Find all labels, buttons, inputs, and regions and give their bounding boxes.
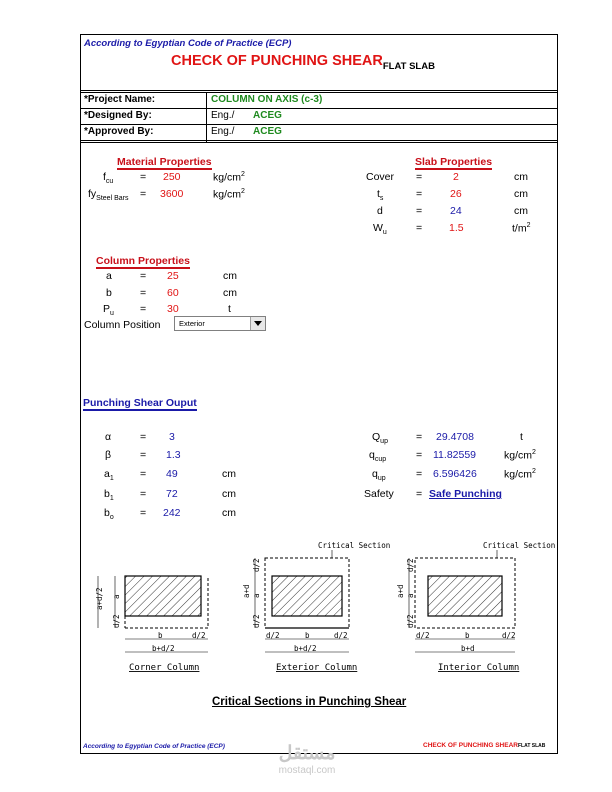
footer-title-sub: FLAT SLAB [517,743,546,749]
exterior-dim-ad: a+d [242,584,251,598]
b1-unit: cm [222,488,236,500]
designed-by-label: *Designed By: [84,110,152,121]
beta-value: 1.3 [166,449,181,461]
qcup-symbol: $q_{cup}$ [369,449,387,464]
title-main: CHECK OF PUNCHING SHEAR [171,53,383,69]
diagrams-title: Critical Sections in Punching Shear [212,696,407,708]
interior-dim-ad: a+d [396,584,405,598]
beta-symbol: β [105,449,112,461]
b1-value: 72 [166,488,178,500]
qup-unit: t [520,431,523,443]
corner-dim-d2-left: d/2 [112,614,121,628]
bo-value: 242 [163,507,181,519]
corner-dim-ad2: a+d/2 [95,587,104,610]
bo-eq: = [140,507,147,519]
divider [81,142,557,143]
fy-eq: = [140,188,147,200]
designed-by-value[interactable]: ACEG [253,110,282,121]
corner-dim-a: a [112,594,121,599]
qup-stress-eq: = [416,468,423,480]
d-unit: cm [514,205,528,217]
a1-eq: = [140,468,147,480]
slab-heading: Slab Properties [415,156,493,168]
corner-dim-bd2: b+d/2 [152,644,175,653]
interior-column-diagram [396,541,555,673]
col-pu-value[interactable]: 30 [167,303,179,315]
exterior-column-shape [272,576,342,616]
mostaql-watermark [270,742,344,776]
a1-unit: cm [222,468,236,480]
title-sub: FLAT SLAB [382,61,435,72]
corner-column-shape [125,576,201,616]
safety-status: Safe Punching [429,488,502,500]
ecp-reference: According to Egyptian Code of Practice (ECP) [84,38,292,49]
col-b-value[interactable]: 60 [167,287,179,299]
cover-eq: = [416,171,423,183]
project-name-value[interactable]: COLUMN ON AXIS (c-3) [211,94,323,105]
exterior-critical-label: Critical Section [318,541,391,550]
qup-eq: = [416,431,423,443]
qcup-eq: = [416,449,423,461]
material-heading: Material Properties [117,156,212,168]
safety-label: Safety [364,488,394,500]
exterior-dim-d2-top: d/2 [252,558,261,572]
footer-title [423,742,545,749]
interior-dim-bd: b+d [461,644,475,653]
b1-symbol: $b_1$ [104,488,114,503]
designed-by-prefix: Eng./ [211,110,235,121]
divider [81,92,557,93]
ts-unit: cm [514,188,528,200]
col-a-eq: = [140,270,147,282]
fy-symbol: $fy_{Steel Bars}$ [88,188,129,203]
corner-dim-b: b [158,631,163,640]
exterior-caption: Exterior Column [276,663,358,673]
fcu-eq: = [140,171,147,183]
footer-title-main: CHECK OF PUNCHING SHEAR [423,742,518,749]
exterior-column-diagram [242,541,390,673]
corner-column-diagram [95,576,208,673]
wu-unit: $t/m^2$ [512,222,531,235]
project-name-label: *Project Name: [84,94,156,105]
interior-critical-label: Critical Section [483,541,556,550]
fcu-symbol: $f_{cu}$ [103,171,114,186]
alpha-value: 3 [169,431,175,443]
col-b-symbol: b [106,287,112,299]
bo-symbol: $b_o$ [104,507,114,522]
page-title [171,53,435,72]
column-position-select[interactable] [174,316,266,331]
interior-dim-d2-right: d/2 [502,631,516,640]
qcup-value: 11.82559 [433,449,477,461]
qup-stress-unit: $kg/cm^2$ [504,468,536,481]
col-b-unit: cm [223,287,237,299]
approved-by-value[interactable]: ACEG [253,126,282,137]
col-pu-eq: = [140,303,147,315]
column-heading: Column Properties [96,255,190,267]
qup-symbol: $Q_{up}$ [372,431,388,446]
qup-stress-symbol: $q_{up}$ [372,468,386,483]
d-eq: = [416,205,423,217]
divider [206,92,207,142]
exterior-dim-d2-right: d/2 [334,631,348,640]
divider [81,90,557,91]
divider [81,124,557,125]
interior-dim-b: b [465,631,470,640]
fy-value[interactable]: 3600 [160,188,184,200]
fcu-unit: $kg/cm^2$ [213,171,245,184]
watermark-arabic: مستقل [278,743,336,764]
interior-dim-a: a [406,593,415,598]
col-a-symbol: a [106,270,112,282]
wu-eq: = [416,222,423,234]
exterior-dim-a: a [252,593,261,598]
chevron-down-icon[interactable] [250,317,265,330]
qcup-unit: $kg/cm^2$ [504,449,536,462]
d-value: 24 [450,205,462,217]
bo-unit: cm [222,507,236,519]
col-a-value[interactable]: 25 [167,270,179,282]
ts-eq: = [416,188,423,200]
footer-ecp: According to Egyptian Code of Practice (ECP) [83,743,225,750]
cover-value[interactable]: 2 [453,171,459,183]
a1-symbol: $a_1$ [104,468,114,483]
column-position-value: Exterior [179,319,205,328]
a1-value: 49 [166,468,178,480]
fy-unit: $kg/cm^2$ [213,188,245,201]
ts-value[interactable]: 26 [450,188,462,200]
corner-dim-d2-bottom: d/2 [192,631,206,640]
cover-unit: cm [514,171,528,183]
d-symbol: d [377,205,383,217]
output-heading: Punching Shear Ouput [83,397,197,409]
col-a-unit: cm [223,270,237,282]
alpha-symbol: α [105,431,112,443]
approved-by-label: *Approved By: [84,126,154,137]
exterior-dim-d2-bottom: d/2 [252,614,261,628]
alpha-eq: = [140,431,147,443]
interior-dim-d2-top: d/2 [406,558,415,572]
beta-eq: = [140,449,147,461]
exterior-dim-bd2: b+d/2 [294,644,317,653]
approved-by-prefix: Eng./ [211,126,235,137]
ts-symbol: $t_s$ [377,188,384,203]
divider [81,140,557,141]
wu-value[interactable]: 1.5 [449,222,464,234]
fcu-value[interactable]: 250 [163,171,181,183]
qup-stress-value: 6.596426 [433,468,477,480]
wu-symbol: $W_u$ [373,222,387,237]
critical-sections-diagram [82,536,558,682]
qup-value: 29.4708 [436,431,474,443]
col-pu-symbol: $P_u$ [103,303,114,318]
col-pu-unit: t [228,303,231,315]
corner-caption: Corner Column [129,663,200,673]
safety-eq: = [416,488,423,500]
divider [81,108,557,109]
interior-dim-d2-bottom: d/2 [406,614,415,628]
cover-symbol: Cover [366,171,395,183]
column-position-label: Column Position [84,319,161,331]
exterior-dim-b: b [305,631,310,640]
col-b-eq: = [140,287,147,299]
interior-column-shape [428,576,502,616]
interior-caption: Interior Column [438,663,520,673]
exterior-dim-d2-left: d/2 [266,631,280,640]
interior-dim-d2-left: d/2 [416,631,430,640]
b1-eq: = [140,488,147,500]
watermark-latin: mostaql.com [278,765,336,776]
